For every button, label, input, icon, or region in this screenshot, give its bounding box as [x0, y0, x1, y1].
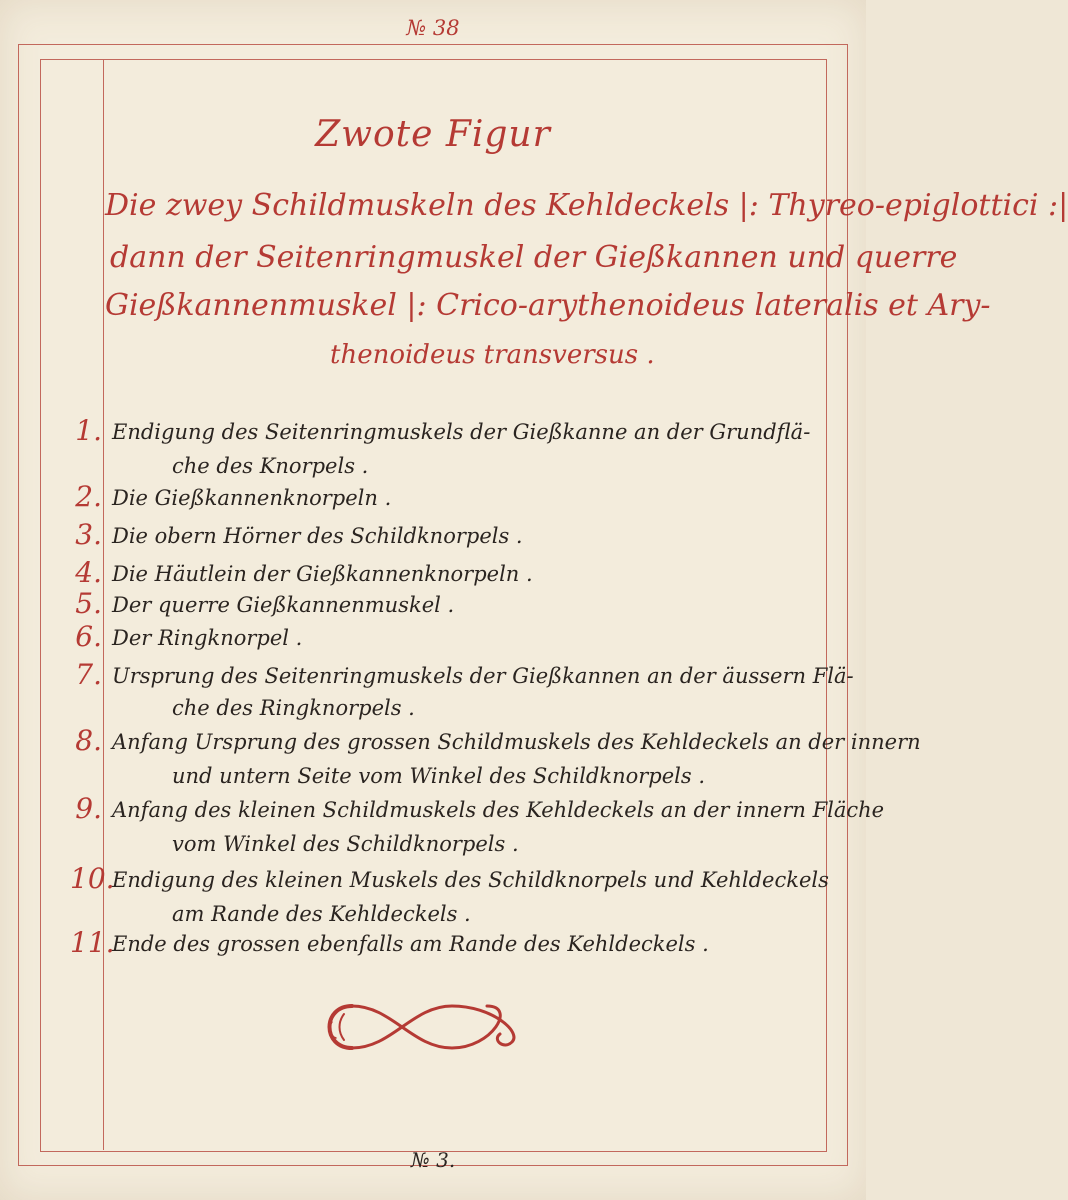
entry-text-continued: che des Knorpels .	[172, 454, 369, 478]
entry-number: 9.	[75, 792, 102, 825]
entry-text-continued: am Rande des Kehldeckels .	[172, 902, 471, 926]
entry-number: 2.	[75, 480, 102, 513]
entry-text: Endigung des kleinen Muskels des Schildknorpels und Kehldeckels	[112, 868, 829, 892]
entry-number: 3.	[75, 518, 102, 551]
entry-number: 1.	[75, 414, 102, 447]
entry-text: Ende des grossen ebenfalls am Rande des Kehldeckels .	[112, 932, 709, 956]
entry-text: Endigung des Seitenringmuskels der Gießkanne an der Grundflä-	[112, 420, 811, 444]
entry-number: 5.	[75, 587, 102, 620]
heading: Zwote Figur	[315, 114, 551, 155]
entry-text: Anfang des kleinen Schildmuskels des Kehldeckels an der innern Fläche	[112, 798, 885, 822]
entry-number: 7.	[75, 658, 102, 691]
entry-text-continued: vom Winkel des Schildknorpels .	[172, 832, 519, 856]
title-line-2: dann der Seitenringmuskel der Gießkannen und querre	[110, 240, 958, 275]
margin-rule	[103, 60, 104, 1150]
entry-text-continued: che des Ringknorpels .	[172, 696, 415, 720]
title-line-1: Die zwey Schildmuskeln des Kehldeckels |: Thyreo-epiglottici :|	[105, 188, 1068, 223]
entry-number: 6.	[75, 620, 102, 653]
entry-text: Die Häutlein der Gießkannenknorpeln .	[112, 562, 533, 586]
entry-text: Anfang Ursprung des grossen Schildmuskels des Kehldeckels an der innern	[112, 730, 921, 754]
entry-text: Die obern Hörner des Schildknorpels .	[112, 524, 523, 548]
entry-text: Die Gießkannenknorpeln .	[112, 486, 392, 510]
title-line-4: thenoideus transversus .	[330, 340, 655, 370]
entry-text: Ursprung des Seitenringmuskels der Gießkannen an der äussern Flä-	[112, 664, 854, 688]
entry-number: 11.	[70, 926, 115, 959]
flourish-ornament	[312, 992, 552, 1062]
entry-text-continued: und untern Seite vom Winkel des Schildknorpels .	[172, 764, 706, 788]
title-line-3: Gießkannenmuskel |: Crico-arythenoideus lateralis et Ary-	[105, 288, 991, 323]
entry-number: 4.	[75, 556, 102, 589]
entry-number: 10.	[70, 862, 115, 895]
page-number-top: № 38	[406, 16, 460, 40]
entry-text: Der Ringknorpel .	[112, 626, 303, 650]
entry-text: Der querre Gießkannenmuskel .	[112, 593, 455, 617]
entry-number: 8.	[75, 724, 102, 757]
page-number-bottom: № 3.	[410, 1148, 456, 1172]
